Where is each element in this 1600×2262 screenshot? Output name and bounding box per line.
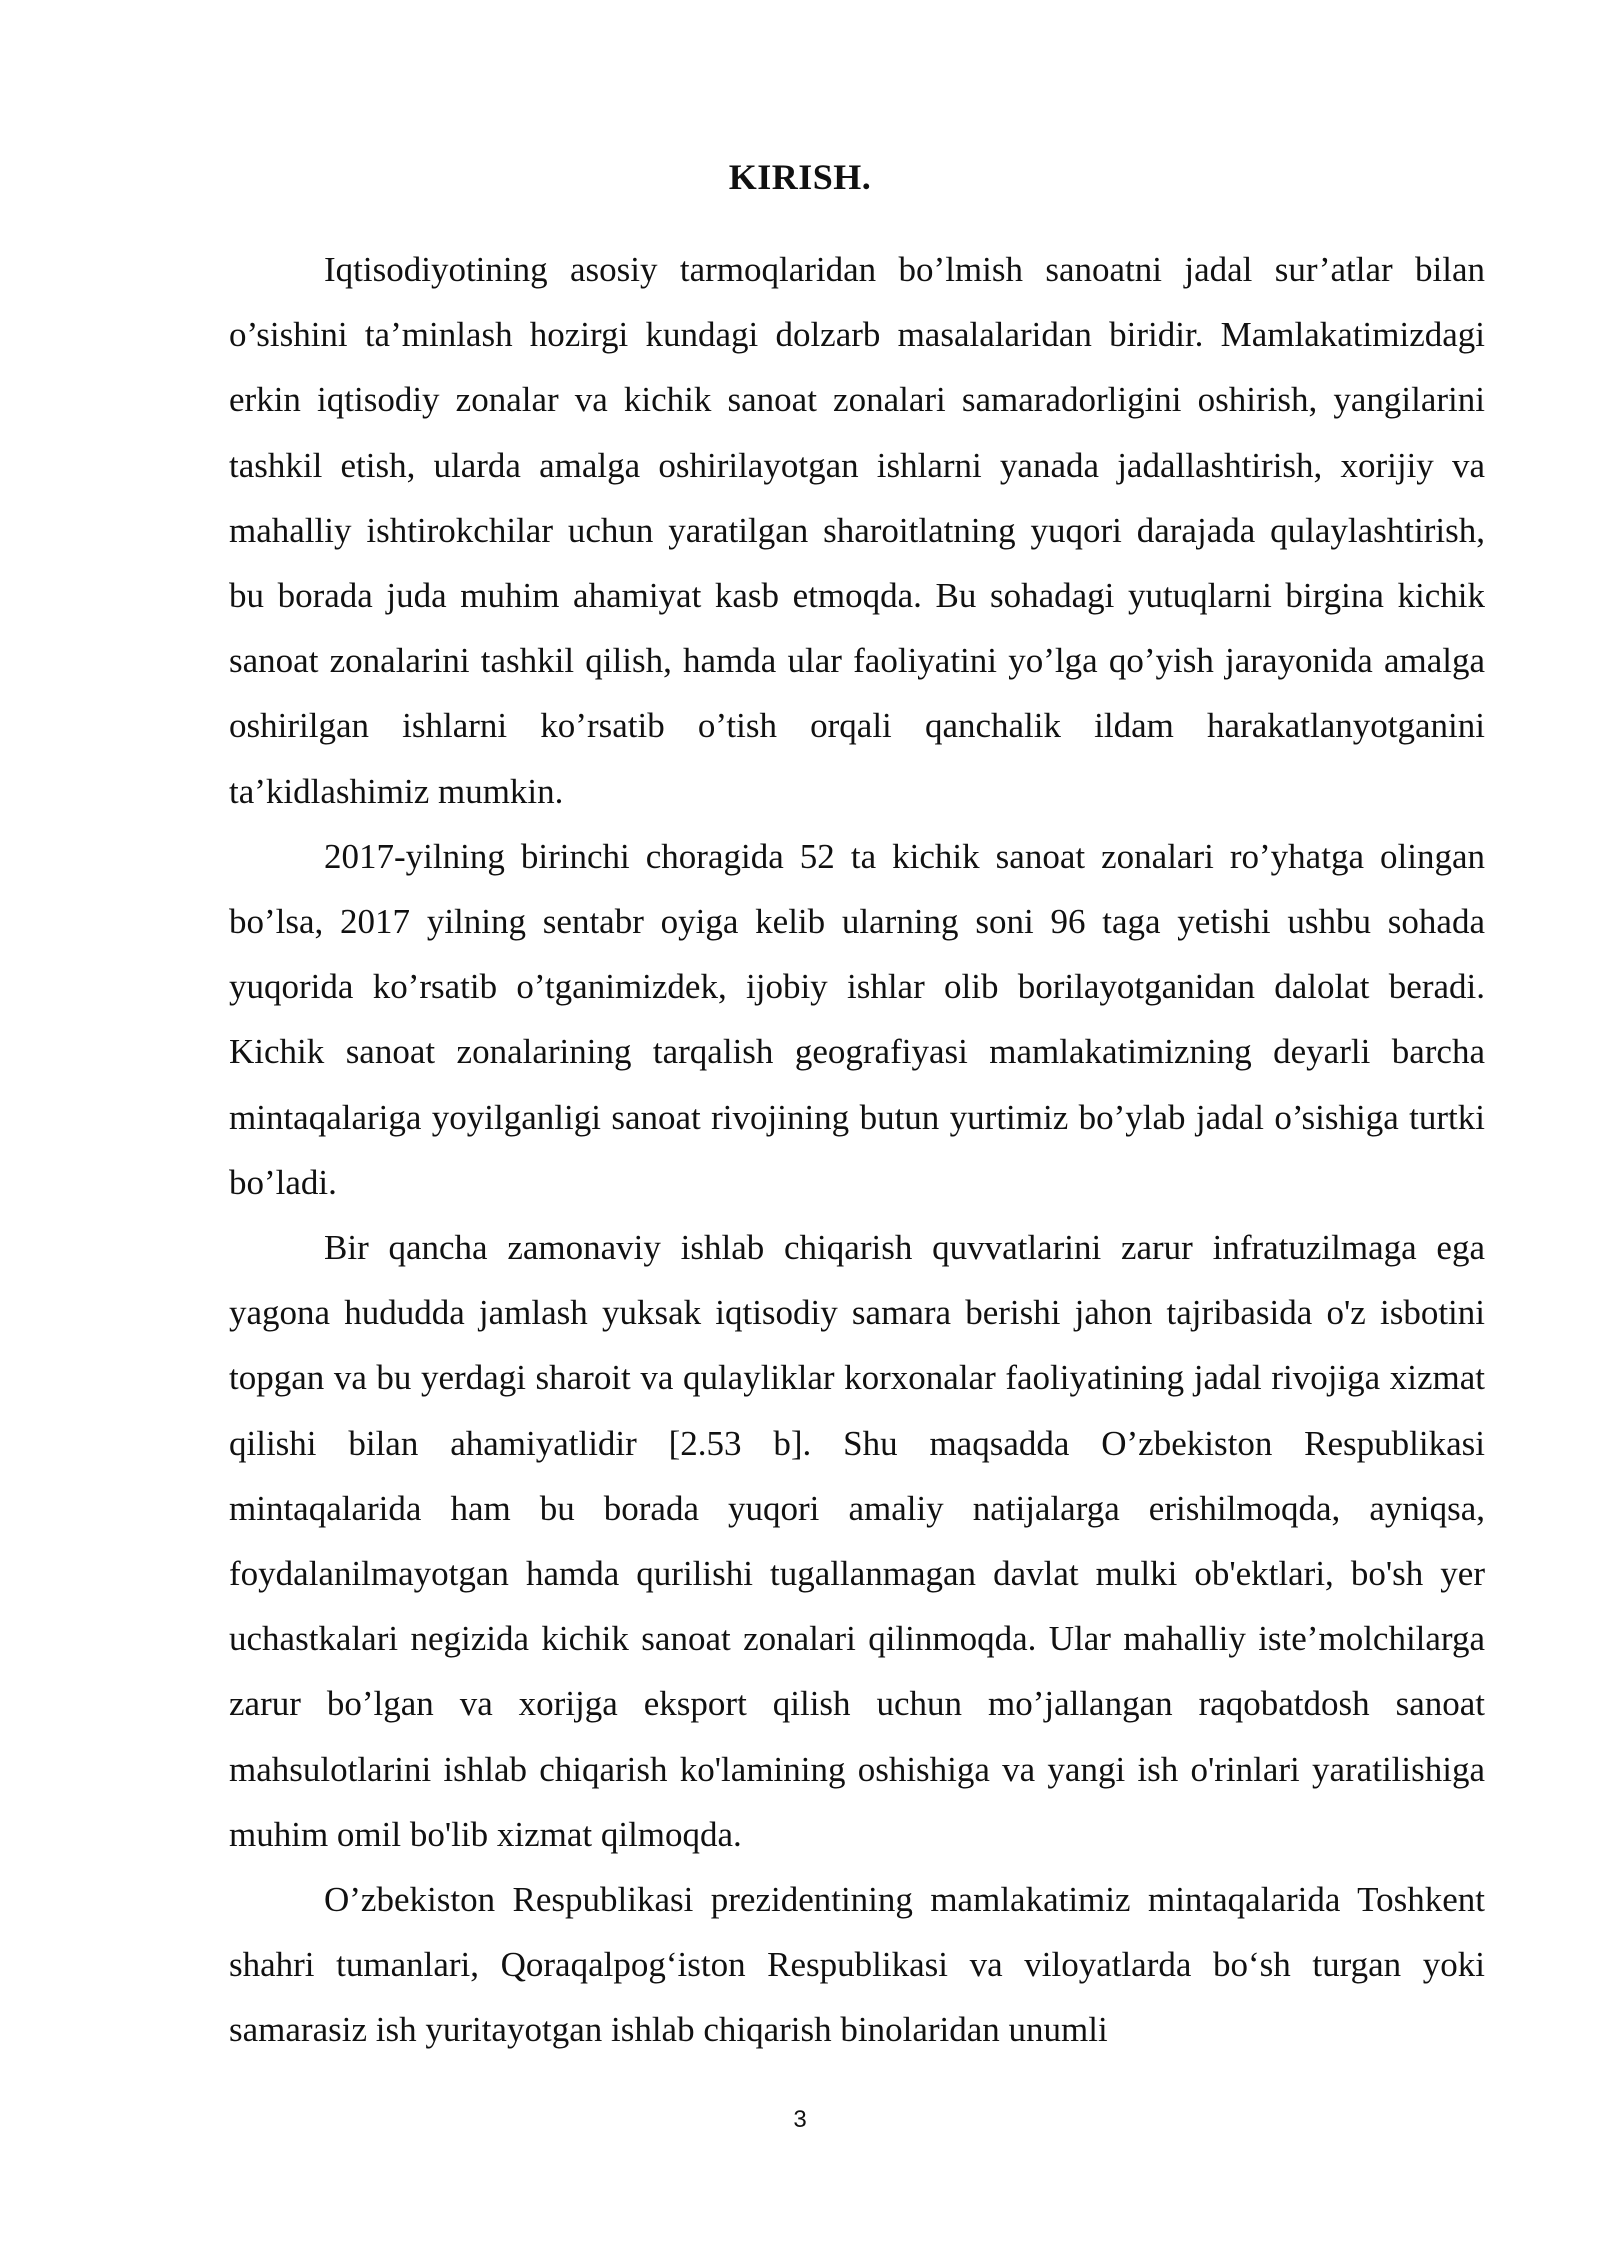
- page-number: 3: [793, 2106, 807, 2133]
- body-text: [229, 237, 1485, 2063]
- paragraph-3: Bir qancha zamonaviy ishlab chiqarish quvvatlarini zarur infratuzilmaga ega yagona hududda jamlash yuksak iqtisodiy samara berishi jahon tajribasida o'z isbotini topgan va bu yerdagi sharoit va qulayliklar korxonalar faoliyatining jadal rivojiga xizmat qilishi bilan ahamiyatlidir [2.53 b]. Shu maqsadda O’zbekiston Respublikasi mintaqalarida ham bu borada yuqori amaliy natijalarga erishilmoqda, ayniqsa, foydalanilmayotgan hamda qurilishi tugallanmagan davlat mulki ob'ektlari, bo'sh yer uchastkalari negizida kichik sanoat zonalari qilinmoqda. Ular mahalliy iste’molchilarga zarur bo’lgan va xorijga eksport qilish uchun mo’jallangan raqobatdosh sanoat mahsulotlarini ishlab chiqarish ko'lamining oshishiga va yangi ish o'rinlari yaratilishiga muhim omil bo'lib xizmat qilmoqda.: [229, 1228, 1485, 1854]
- paragraph-1: Iqtisodiyotining asosiy tarmoqlaridan bo’lmish sanoatni jadal sur’atlar bilan o’sishini ta’minlash hozirgi kundagi dolzarb masalalaridan biridir. Mamlakatimizdagi erkin iqtisodiy zonalar va kichik sanoat zonalari samaradorligini oshirish, yangilarini tashkil etish, ularda amalga oshirilayotgan ishlarni yanada jadallashtirish, xorijiy va mahalliy ishtirokchilar uchun yaratilgan sharoitlatning yuqori darajada qulaylashtirish, bu borada juda muhim ahamiyat kasb etmoqda. Bu sohadagi yutuqlarni birgina kichik sanoat zonalarini tashkil qilish, hamda ular faoliyatini yo’lga qo’yish jarayonida amalga oshirilgan ishlarni ko’rsatib o’tish orqali qanchalik ildam harakatlanyotganini ta’kidlashimiz mumkin.: [229, 250, 1485, 811]
- paragraph-4: O’zbekiston Respublikasi prezidentining mamlakatimiz mintaqalarida Toshkent shahri tumanlari, Qoraqalpog‘iston Respublikasi va viloyatlarda bo‘sh turgan yoki samarasiz ish yuritayotgan ishlab chiqarish binolaridan unumli: [229, 1880, 1485, 2050]
- page-title: KIRISH.: [728, 157, 872, 197]
- paragraph-2: 2017-yilning birinchi choragida 52 ta kichik sanoat zonalari ro’yhatga olingan bo’lsa, 2017 yilning sentabr oyiga kelib ularning soni 96 taga yetishi ushbu sohada yuqorida ko’rsatib o’tganimizdek, ijobiy ishlar olib borilayotganidan dalolat beradi. Kichik sanoat zonalarining tarqalish geografiyasi mamlakatimizning deyarli barcha mintaqalariga yoyilganligi sanoat rivojining butun yurtimiz bo’ylab jadal o’sishiga turtki bo’ladi.: [229, 836, 1485, 1202]
